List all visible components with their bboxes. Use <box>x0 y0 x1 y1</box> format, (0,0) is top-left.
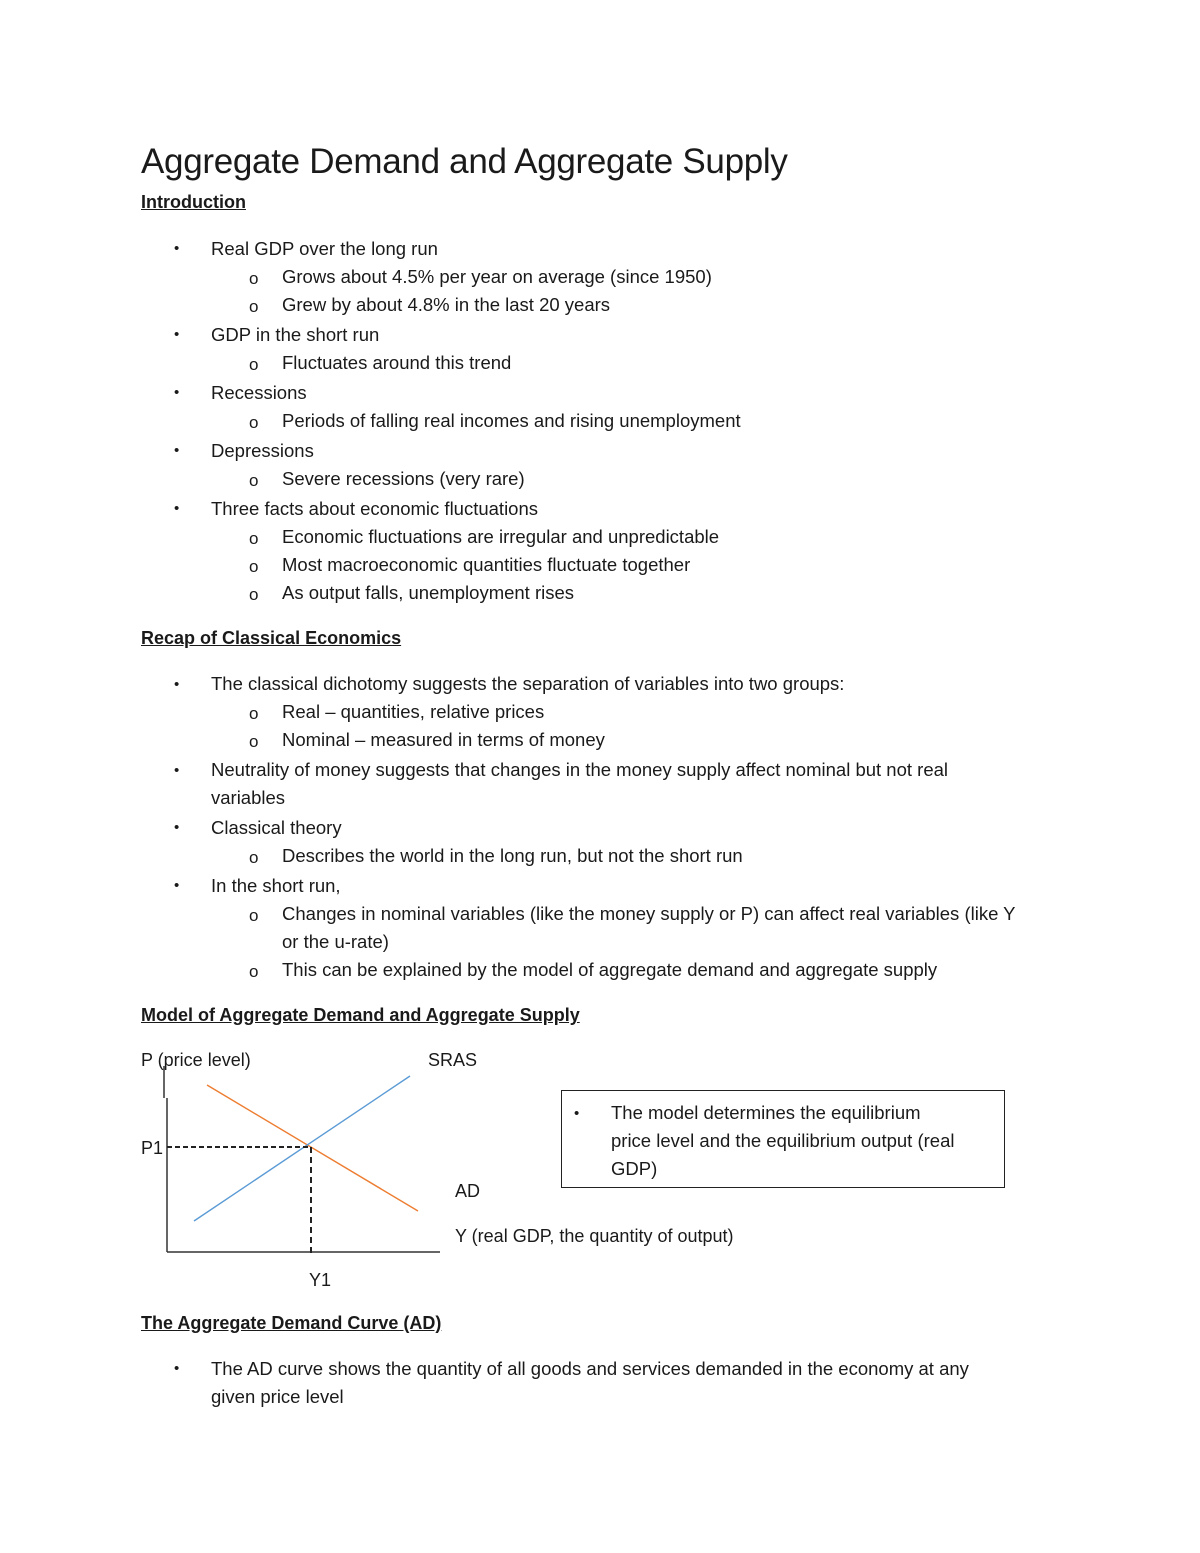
list-item: As output falls, unemployment rises <box>282 582 575 603</box>
bullet-icon: • <box>174 240 180 257</box>
bullet-icon: • <box>174 384 180 401</box>
sub-bullet-icon: o <box>249 269 259 288</box>
list-item: Changes in nominal variables (like the money supply or P) can affect real variables (like Y <box>282 903 1016 924</box>
sub-bullet-icon: o <box>249 962 259 981</box>
list-item: Nominal – measured in terms of money <box>282 729 605 750</box>
list-item: Real GDP over the long run <box>211 238 438 259</box>
section-heading-ad-curve: The Aggregate Demand Curve (AD) <box>141 1313 442 1333</box>
list-item: Grows about 4.5% per year on average (since 1950) <box>282 266 712 287</box>
sub-bullet-icon: o <box>249 704 259 723</box>
sras-curve <box>194 1076 410 1221</box>
sub-bullet-icon: o <box>249 355 259 374</box>
x-axis-label: Y (real GDP, the quantity of output) <box>455 1226 734 1246</box>
section-heading-model: Model of Aggregate Demand and Aggregate Supply <box>141 1005 580 1025</box>
sub-bullet-icon: o <box>249 557 259 576</box>
sub-bullet-icon: o <box>249 529 259 548</box>
list-item-continuation: or the u-rate) <box>282 931 389 952</box>
bullet-icon: • <box>174 877 180 894</box>
list-item: The classical dichotomy suggests the separation of variables into two groups: <box>211 673 845 694</box>
list-item: Three facts about economic fluctuations <box>211 498 539 519</box>
bullet-icon: • <box>174 326 180 343</box>
list-item: Recessions <box>211 382 307 403</box>
bullet-icon: • <box>174 676 180 693</box>
bullet-icon: • <box>174 442 180 459</box>
y1-label: Y1 <box>309 1270 332 1290</box>
list-item: In the short run, <box>211 875 341 896</box>
list-item: Classical theory <box>211 817 342 838</box>
sub-bullet-icon: o <box>249 585 259 604</box>
list-item: Severe recessions (very rare) <box>282 468 525 489</box>
sras-label: SRAS <box>428 1050 478 1070</box>
list-item: This can be explained by the model of aggregate demand and aggregate supply <box>282 959 938 980</box>
bullet-icon: • <box>174 1360 180 1377</box>
sub-bullet-icon: o <box>249 471 259 490</box>
bullet-icon: • <box>174 819 180 836</box>
ad-label: AD <box>455 1181 481 1201</box>
box-text-line: The model determines the equilibrium <box>611 1102 921 1123</box>
section-heading-introduction: Introduction <box>141 192 246 212</box>
list-item: GDP in the short run <box>211 324 380 345</box>
list-item: Periods of falling real incomes and rising unemployment <box>282 410 741 431</box>
list-item-continuation: given price level <box>211 1386 344 1407</box>
list-item: Fluctuates around this trend <box>282 352 512 373</box>
sub-bullet-icon: o <box>249 297 259 316</box>
y-axis-label: P (price level) <box>141 1050 251 1070</box>
sub-bullet-icon: o <box>249 732 259 751</box>
section-heading-classical: Recap of Classical Economics <box>141 628 402 648</box>
bullet-icon: • <box>174 762 180 779</box>
box-text-line: GDP) <box>611 1158 658 1179</box>
list-item: Describes the world in the long run, but not the short run <box>282 845 743 866</box>
bullet-icon: • <box>574 1105 580 1122</box>
ad-curve <box>207 1085 418 1211</box>
sub-bullet-icon: o <box>249 906 259 925</box>
p1-label: P1 <box>141 1138 164 1158</box>
list-item: The AD curve shows the quantity of all goods and services demanded in the economy at any <box>211 1358 969 1379</box>
list-item: Depressions <box>211 440 314 461</box>
sub-bullet-icon: o <box>249 848 259 867</box>
page-title: Aggregate Demand and Aggregate Supply <box>141 142 788 181</box>
list-item: Grew by about 4.8% in the last 20 years <box>282 294 611 315</box>
sub-bullet-icon: o <box>249 413 259 432</box>
list-item: Economic fluctuations are irregular and unpredictable <box>282 526 720 547</box>
list-item-continuation: variables <box>211 787 286 808</box>
list-item: Neutrality of money suggests that changes in the money supply affect nominal but not real <box>211 759 949 780</box>
list-item: Real – quantities, relative prices <box>282 701 545 722</box>
box-text-line: price level and the equilibrium output (real <box>611 1130 955 1151</box>
bullet-icon: • <box>174 500 180 517</box>
list-item: Most macroeconomic quantities fluctuate together <box>282 554 691 575</box>
